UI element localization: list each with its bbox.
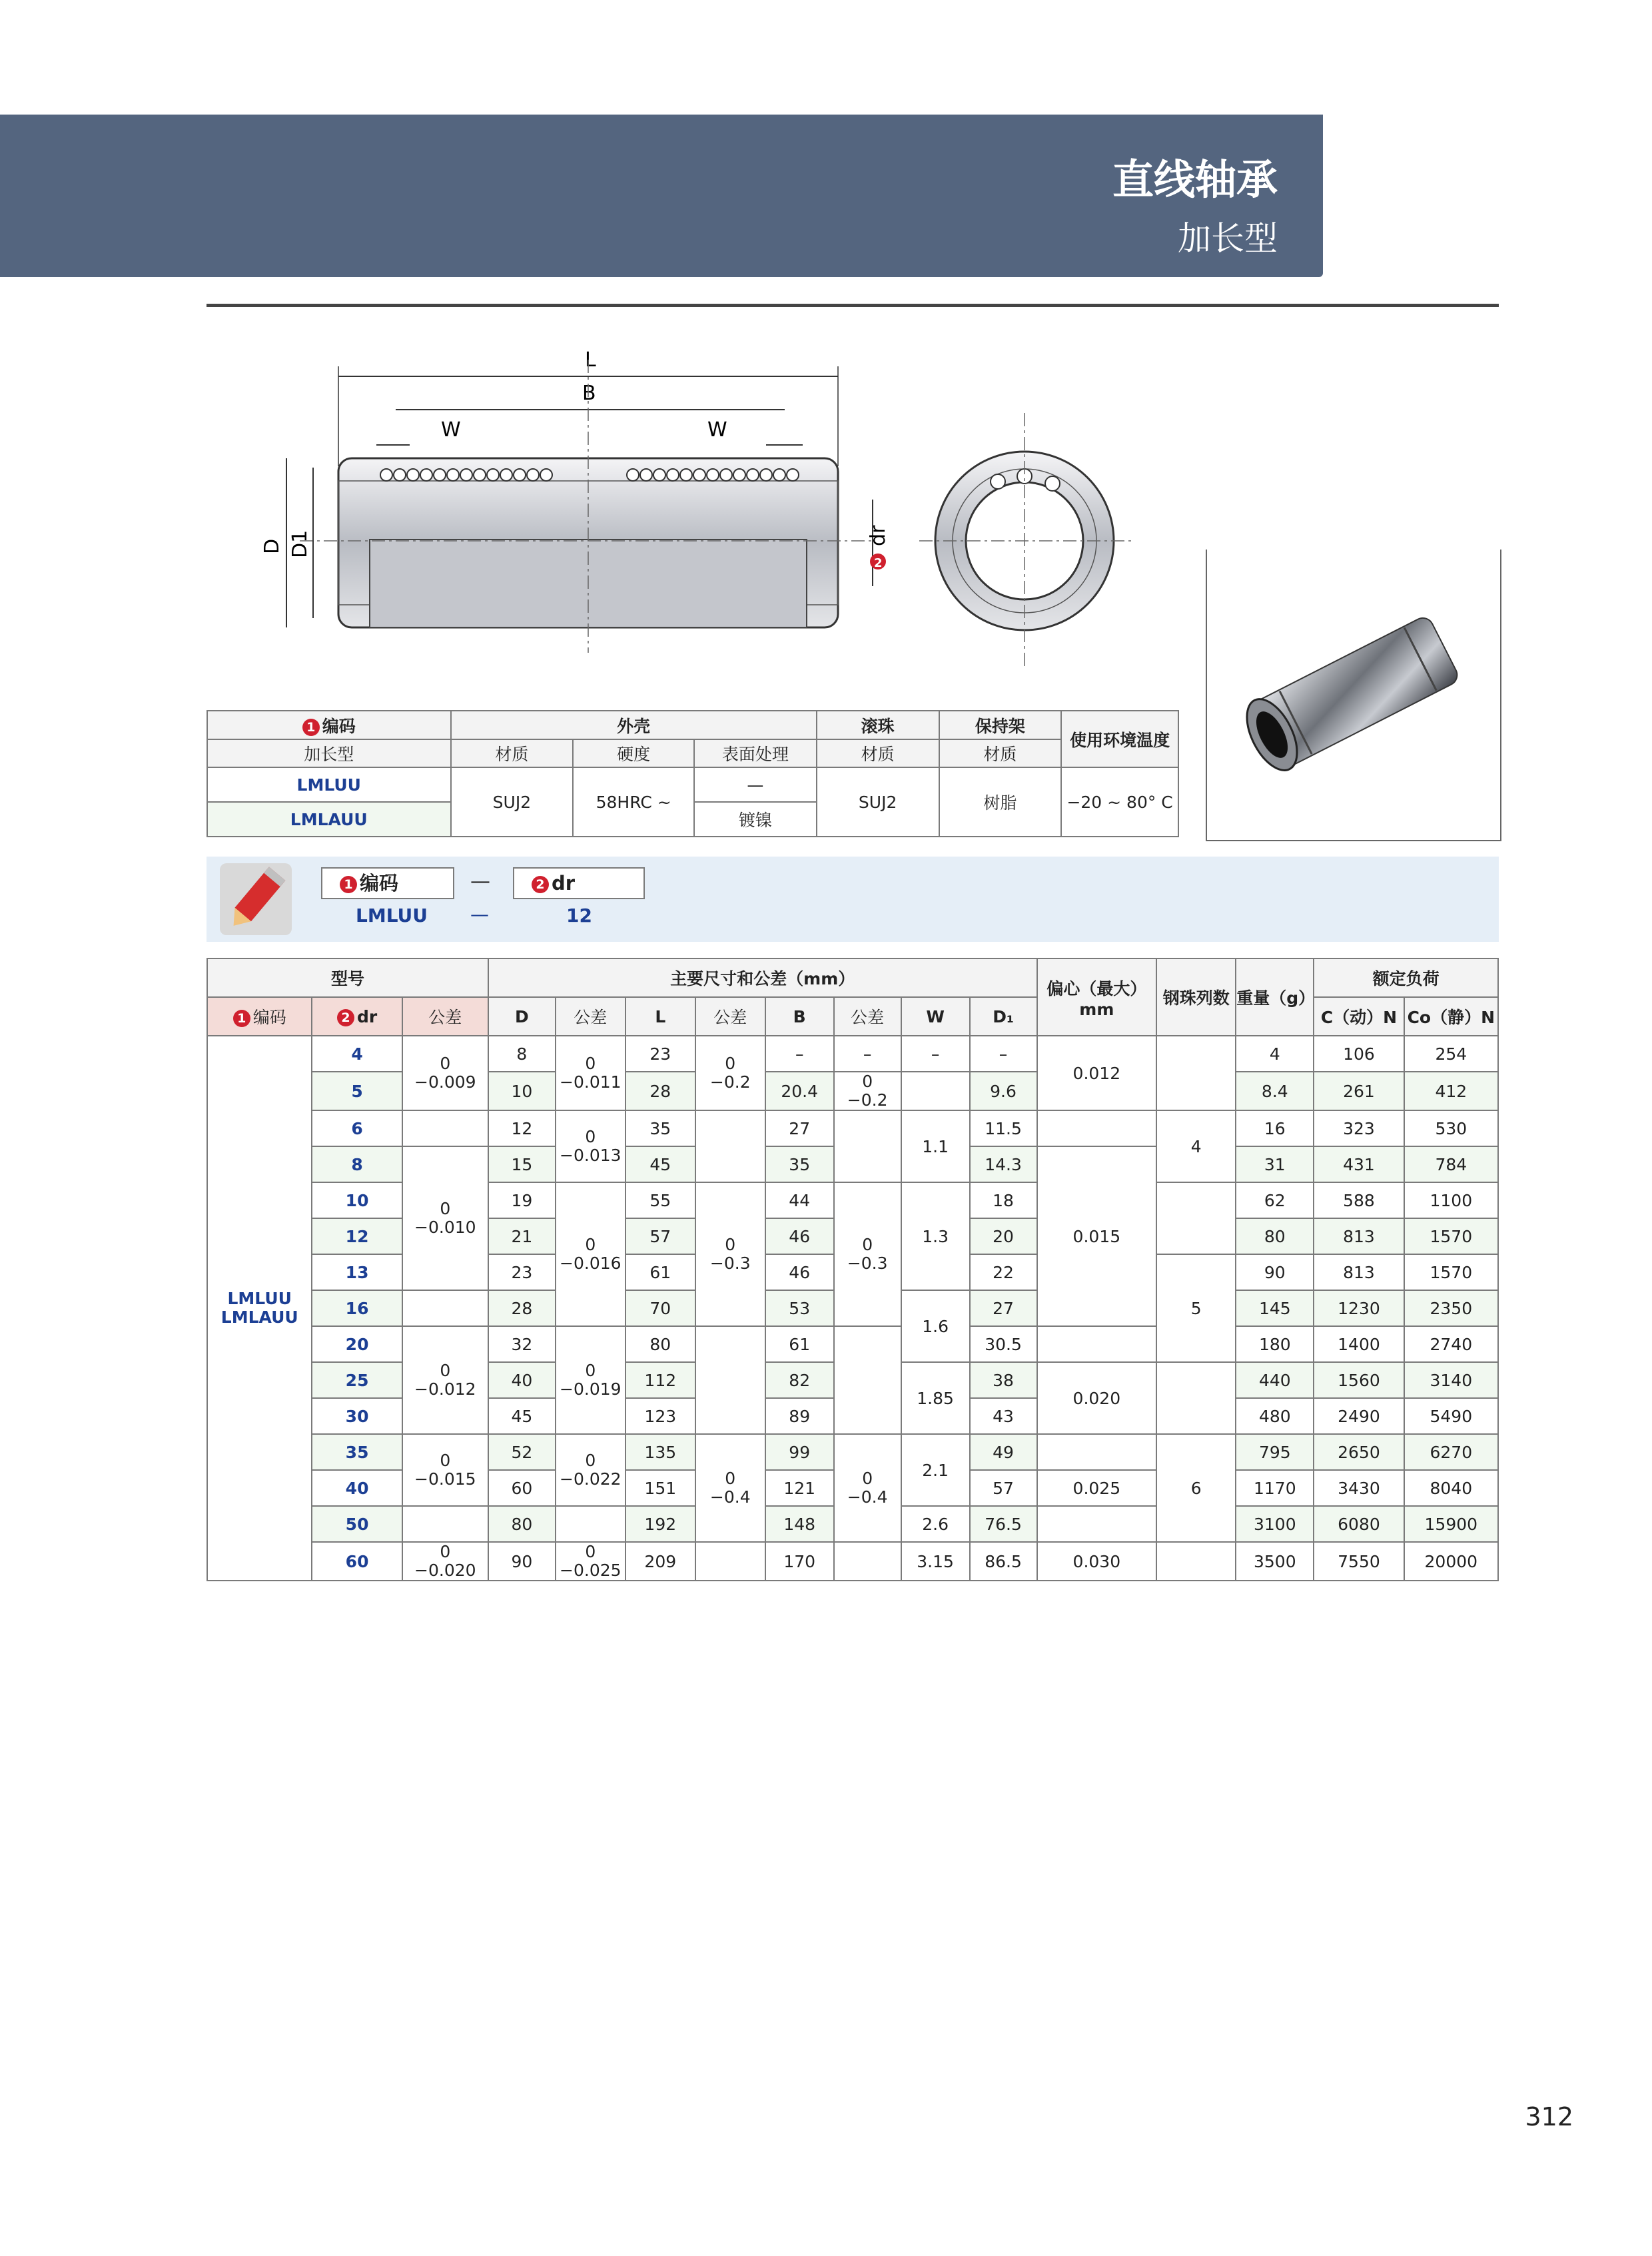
eccentricity: 0.030	[1037, 1542, 1157, 1581]
dim-L: 23	[625, 1036, 695, 1072]
dim-D1: –	[970, 1036, 1037, 1072]
dim-L: 151	[625, 1470, 695, 1506]
load-static: 254	[1404, 1036, 1498, 1072]
dim-L: 55	[625, 1182, 695, 1218]
tol-B: 0 −0.2	[834, 1072, 901, 1110]
order-dash-2: —	[470, 903, 489, 925]
spec-sub-ball-material: 材质	[817, 739, 939, 767]
eccentricity	[1037, 1326, 1157, 1362]
load-static: 6270	[1404, 1434, 1498, 1470]
product-photo-frame	[1206, 550, 1501, 841]
tol-dr	[402, 1506, 488, 1542]
load-dynamic: 261	[1314, 1072, 1404, 1110]
dim-D1: 18	[970, 1182, 1037, 1218]
dim-W: 1.85	[901, 1362, 970, 1434]
load-static: 412	[1404, 1072, 1498, 1110]
weight: 4	[1236, 1036, 1314, 1072]
table-row	[207, 1542, 1498, 1581]
dim-D1: 49	[970, 1434, 1037, 1470]
model-dr: 8	[312, 1146, 402, 1182]
dim-D1: 9.6	[970, 1072, 1037, 1110]
bearing-drawing	[260, 346, 1166, 673]
spec-sub-surface: 表面处理	[694, 739, 817, 767]
tol-dr: 0 −0.012	[402, 1326, 488, 1434]
header-L: L	[625, 997, 695, 1036]
eccentricity	[1037, 1434, 1157, 1470]
tol-D: 0 −0.025	[556, 1542, 625, 1581]
load-dynamic: 431	[1314, 1146, 1404, 1182]
weight: 31	[1236, 1146, 1314, 1182]
dim-W: –	[901, 1036, 970, 1072]
dim-D1: 20	[970, 1218, 1037, 1254]
load-static: 1570	[1404, 1218, 1498, 1254]
dim-W: 3.15	[901, 1542, 970, 1581]
dim-L: 80	[625, 1326, 695, 1362]
dim-W: 1.3	[901, 1182, 970, 1290]
model-dr: 13	[312, 1254, 402, 1290]
spec-header-ball: 滚珠	[817, 711, 939, 739]
spec-surface-1: —	[694, 767, 817, 802]
load-dynamic: 2490	[1314, 1398, 1404, 1434]
order-dr-value: 12	[566, 905, 592, 927]
load-static: 3140	[1404, 1362, 1498, 1398]
header-load: 额定负荷	[1314, 958, 1498, 997]
model-dr: 60	[312, 1542, 402, 1581]
dim-L: 70	[625, 1290, 695, 1326]
order-code-band	[206, 857, 1499, 942]
dimension-rows	[207, 1036, 1498, 1581]
dim-D: 23	[488, 1254, 556, 1290]
dim-W: 2.1	[901, 1434, 970, 1506]
model-dr: 20	[312, 1326, 402, 1362]
ball-rows	[1156, 1362, 1236, 1434]
header-tol-D: 公差	[556, 997, 625, 1036]
header-D1: D₁	[970, 997, 1037, 1036]
table-row	[207, 1182, 1498, 1218]
tol-L: 0 −0.3	[695, 1182, 765, 1326]
weight: 3100	[1236, 1506, 1314, 1542]
weight: 180	[1236, 1326, 1314, 1362]
page-title: 直线轴承	[1112, 155, 1278, 204]
ball-rows	[1156, 1036, 1236, 1110]
dim-W-left: W	[441, 418, 461, 442]
eccentricity: 0.012	[1037, 1036, 1157, 1110]
spec-ball-material: SUJ2	[817, 767, 939, 837]
dim-B: 170	[765, 1542, 834, 1581]
dim-D1: 38	[970, 1362, 1037, 1398]
tol-B: 0 −0.3	[834, 1182, 901, 1326]
model-dr: 50	[312, 1506, 402, 1542]
eccentricity: 0.020	[1037, 1362, 1157, 1434]
dim-W-right: W	[707, 418, 727, 442]
tol-dr	[402, 1110, 488, 1146]
dim-D: 15	[488, 1146, 556, 1182]
dim-L: 192	[625, 1506, 695, 1542]
title-banner	[0, 115, 1323, 277]
model-dr: 4	[312, 1036, 402, 1072]
dim-B: 148	[765, 1506, 834, 1542]
order-dash: —	[470, 870, 490, 893]
spec-cage-material: 树脂	[939, 767, 1062, 837]
number-2-icon: 2	[337, 1009, 354, 1026]
bearing-photo	[1207, 550, 1500, 840]
dim-B: 20.4	[765, 1072, 834, 1110]
dim-D: D	[260, 538, 284, 554]
tol-dr: 0 −0.010	[402, 1146, 488, 1290]
weight: 440	[1236, 1362, 1314, 1398]
dim-D: 19	[488, 1182, 556, 1218]
tol-B: –	[834, 1036, 901, 1072]
dim-D1: D1	[288, 530, 312, 558]
spec-surface-2: 镀镍	[694, 802, 817, 837]
tol-L: 0 −0.2	[695, 1036, 765, 1110]
header-tol-B: 公差	[834, 997, 901, 1036]
tol-B	[834, 1110, 901, 1182]
dim-B: 35	[765, 1146, 834, 1182]
dim-B: 44	[765, 1182, 834, 1218]
header-tol-L: 公差	[695, 997, 765, 1036]
eccentricity	[1037, 1506, 1157, 1542]
dim-B: 82	[765, 1362, 834, 1398]
header-dr: 2 dr	[312, 997, 402, 1036]
dimension-table	[206, 958, 1499, 1581]
header-weight: 重量（g）	[1236, 958, 1314, 1036]
dim-W: 1.6	[901, 1290, 970, 1362]
dim-W: 1.1	[901, 1110, 970, 1182]
spec-sub-cage-material: 材质	[939, 739, 1062, 767]
model-dr: 10	[312, 1182, 402, 1218]
header-code: 1 编码	[207, 997, 312, 1036]
eccentricity: 0.025	[1037, 1470, 1157, 1506]
header-tol-dr: 公差	[402, 997, 488, 1036]
load-static: 15900	[1404, 1506, 1498, 1542]
pencil-icon	[216, 859, 296, 939]
number-1-icon: 1	[233, 1010, 250, 1027]
tol-D: 0 −0.011	[556, 1036, 625, 1110]
dim-D: 45	[488, 1398, 556, 1434]
header-Co: Co（静）N	[1404, 997, 1498, 1036]
spec-header-code: 1 编码	[207, 711, 451, 739]
dim-L: 209	[625, 1542, 695, 1581]
load-static: 1100	[1404, 1182, 1498, 1218]
material-table	[206, 710, 1179, 837]
load-static: 1570	[1404, 1254, 1498, 1290]
model-dr: 5	[312, 1072, 402, 1110]
header-model: 型号	[207, 958, 488, 997]
load-static: 5490	[1404, 1398, 1498, 1434]
weight: 8.4	[1236, 1072, 1314, 1110]
dim-D: 8	[488, 1036, 556, 1072]
tol-D: 0 −0.016	[556, 1182, 625, 1326]
spec-code-lmlauu: LMLAUU	[207, 802, 451, 837]
spec-hardness: 58HRC ~	[573, 767, 694, 837]
load-static: 530	[1404, 1110, 1498, 1146]
table-row	[207, 1434, 1498, 1470]
header-eccentricity: 偏心（最大）mm	[1037, 958, 1157, 1036]
spec-sub-material: 材质	[451, 739, 574, 767]
number-1-icon: 1	[340, 876, 357, 893]
dim-D1: 76.5	[970, 1506, 1037, 1542]
table-row	[207, 1072, 1498, 1110]
order-code-label: 1 编码	[321, 867, 454, 899]
tol-L: 0 −0.4	[695, 1434, 765, 1542]
load-static: 8040	[1404, 1470, 1498, 1506]
dim-D: 80	[488, 1506, 556, 1542]
weight: 795	[1236, 1434, 1314, 1470]
weight: 62	[1236, 1182, 1314, 1218]
dim-D: 21	[488, 1218, 556, 1254]
model-dr: 25	[312, 1362, 402, 1398]
dim-L: 57	[625, 1218, 695, 1254]
dim-B: 46	[765, 1254, 834, 1290]
weight: 90	[1236, 1254, 1314, 1290]
spec-header-env: 使用环境温度	[1061, 711, 1178, 767]
table-row	[207, 1326, 1498, 1362]
dim-D: 32	[488, 1326, 556, 1362]
dim-L: 135	[625, 1434, 695, 1470]
dim-D1: 86.5	[970, 1542, 1037, 1581]
tol-L	[695, 1110, 765, 1182]
tol-D: 0 −0.019	[556, 1326, 625, 1434]
header-dimensions: 主要尺寸和公差（mm）	[488, 958, 1037, 997]
load-dynamic: 1560	[1314, 1362, 1404, 1398]
load-dynamic: 2650	[1314, 1434, 1404, 1470]
weight: 145	[1236, 1290, 1314, 1326]
tol-L	[695, 1326, 765, 1434]
dim-B: 121	[765, 1470, 834, 1506]
dim-B: 99	[765, 1434, 834, 1470]
dim-D1: 43	[970, 1398, 1037, 1434]
dim-D: 12	[488, 1110, 556, 1146]
load-static: 20000	[1404, 1542, 1498, 1581]
dim-W: 2.6	[901, 1506, 970, 1542]
ball-rows: 6	[1156, 1434, 1236, 1542]
page-number: 312	[1525, 2102, 1573, 2131]
dim-D1: 22	[970, 1254, 1037, 1290]
dim-L: 28	[625, 1072, 695, 1110]
model-dr: 35	[312, 1434, 402, 1470]
ball-rows	[1156, 1182, 1236, 1254]
model-dr: 16	[312, 1290, 402, 1326]
dim-B: –	[765, 1036, 834, 1072]
dim-D: 52	[488, 1434, 556, 1470]
number-2-icon: 2	[532, 876, 549, 893]
load-dynamic: 7550	[1314, 1542, 1404, 1581]
load-dynamic: 106	[1314, 1036, 1404, 1072]
ball-rows: 5	[1156, 1254, 1236, 1362]
dim-B: B	[582, 382, 596, 405]
dim-L: 35	[625, 1110, 695, 1146]
page-subtitle: 加长型	[1178, 219, 1278, 258]
dim-D1: 11.5	[970, 1110, 1037, 1146]
ball-rows: 4	[1156, 1110, 1236, 1182]
load-static: 2740	[1404, 1326, 1498, 1362]
dim-W	[901, 1072, 970, 1110]
load-static: 784	[1404, 1146, 1498, 1182]
load-dynamic: 1400	[1314, 1326, 1404, 1362]
dim-D1: 14.3	[970, 1146, 1037, 1182]
tol-dr: 0 −0.015	[402, 1434, 488, 1506]
weight: 80	[1236, 1218, 1314, 1254]
header-C: C（动）N	[1314, 997, 1404, 1036]
tol-B: 0 −0.4	[834, 1434, 901, 1542]
model-code: LMLUU LMLAUU	[207, 1036, 312, 1581]
header-B: B	[765, 997, 834, 1036]
table-row	[207, 1110, 1498, 1146]
load-dynamic: 6080	[1314, 1506, 1404, 1542]
spec-temperature: −20 ~ 80° C	[1061, 767, 1178, 837]
dim-B: 53	[765, 1290, 834, 1326]
header-ball-rows: 钢珠列数	[1156, 958, 1236, 1036]
tol-D: 0 −0.013	[556, 1110, 625, 1182]
dim-D1: 30.5	[970, 1326, 1037, 1362]
model-dr: 30	[312, 1398, 402, 1434]
ball-rows	[1156, 1542, 1236, 1581]
dr-number: 2	[874, 556, 883, 570]
tol-dr	[402, 1290, 488, 1326]
tol-B	[834, 1326, 901, 1434]
load-dynamic: 1230	[1314, 1290, 1404, 1326]
eccentricity	[1037, 1110, 1157, 1146]
tol-B	[834, 1542, 901, 1581]
dim-D1: 27	[970, 1290, 1037, 1326]
order-code-value: LMLUU	[356, 905, 428, 927]
tol-D	[556, 1506, 625, 1542]
dim-L: 61	[625, 1254, 695, 1290]
dim-D: 60	[488, 1470, 556, 1506]
number-1-icon: 1	[302, 719, 320, 736]
table-row	[207, 1036, 1498, 1072]
dim-D: 10	[488, 1072, 556, 1110]
tol-dr: 0 −0.020	[402, 1542, 488, 1581]
dim-L: 123	[625, 1398, 695, 1434]
model-dr: 12	[312, 1218, 402, 1254]
dim-L: L	[585, 348, 596, 372]
weight: 1170	[1236, 1470, 1314, 1506]
header-W: W	[901, 997, 970, 1036]
eccentricity: 0.015	[1037, 1146, 1157, 1326]
load-dynamic: 323	[1314, 1110, 1404, 1146]
spec-sub-hardness: 硬度	[573, 739, 694, 767]
dim-D: 90	[488, 1542, 556, 1581]
order-dr-label: 2 dr	[513, 867, 645, 899]
weight: 16	[1236, 1110, 1314, 1146]
model-dr: 40	[312, 1470, 402, 1506]
spec-sub-type: 加长型	[207, 739, 451, 767]
dim-B: 46	[765, 1218, 834, 1254]
dim-B: 89	[765, 1398, 834, 1434]
tol-dr: 0 −0.009	[402, 1036, 488, 1110]
weight: 3500	[1236, 1542, 1314, 1581]
dim-D: 40	[488, 1362, 556, 1398]
dim-D1: 57	[970, 1470, 1037, 1506]
dim-dr: dr	[867, 525, 890, 546]
dim-B: 27	[765, 1110, 834, 1146]
load-dynamic: 588	[1314, 1182, 1404, 1218]
dim-L: 112	[625, 1362, 695, 1398]
dim-B: 61	[765, 1326, 834, 1362]
load-static: 2350	[1404, 1290, 1498, 1326]
model-dr: 6	[312, 1110, 402, 1146]
spec-material: SUJ2	[451, 767, 574, 837]
tol-L	[695, 1542, 765, 1581]
spec-code-lmluu: LMLUU	[207, 767, 451, 802]
load-dynamic: 813	[1314, 1254, 1404, 1290]
dim-D: 28	[488, 1290, 556, 1326]
divider	[206, 304, 1499, 307]
dim-L: 45	[625, 1146, 695, 1182]
weight: 480	[1236, 1398, 1314, 1434]
header-D: D	[488, 997, 556, 1036]
load-dynamic: 813	[1314, 1218, 1404, 1254]
load-dynamic: 3430	[1314, 1470, 1404, 1506]
spec-header-cage: 保持架	[939, 711, 1062, 739]
spec-header-shell: 外壳	[451, 711, 817, 739]
tol-D: 0 −0.022	[556, 1434, 625, 1506]
